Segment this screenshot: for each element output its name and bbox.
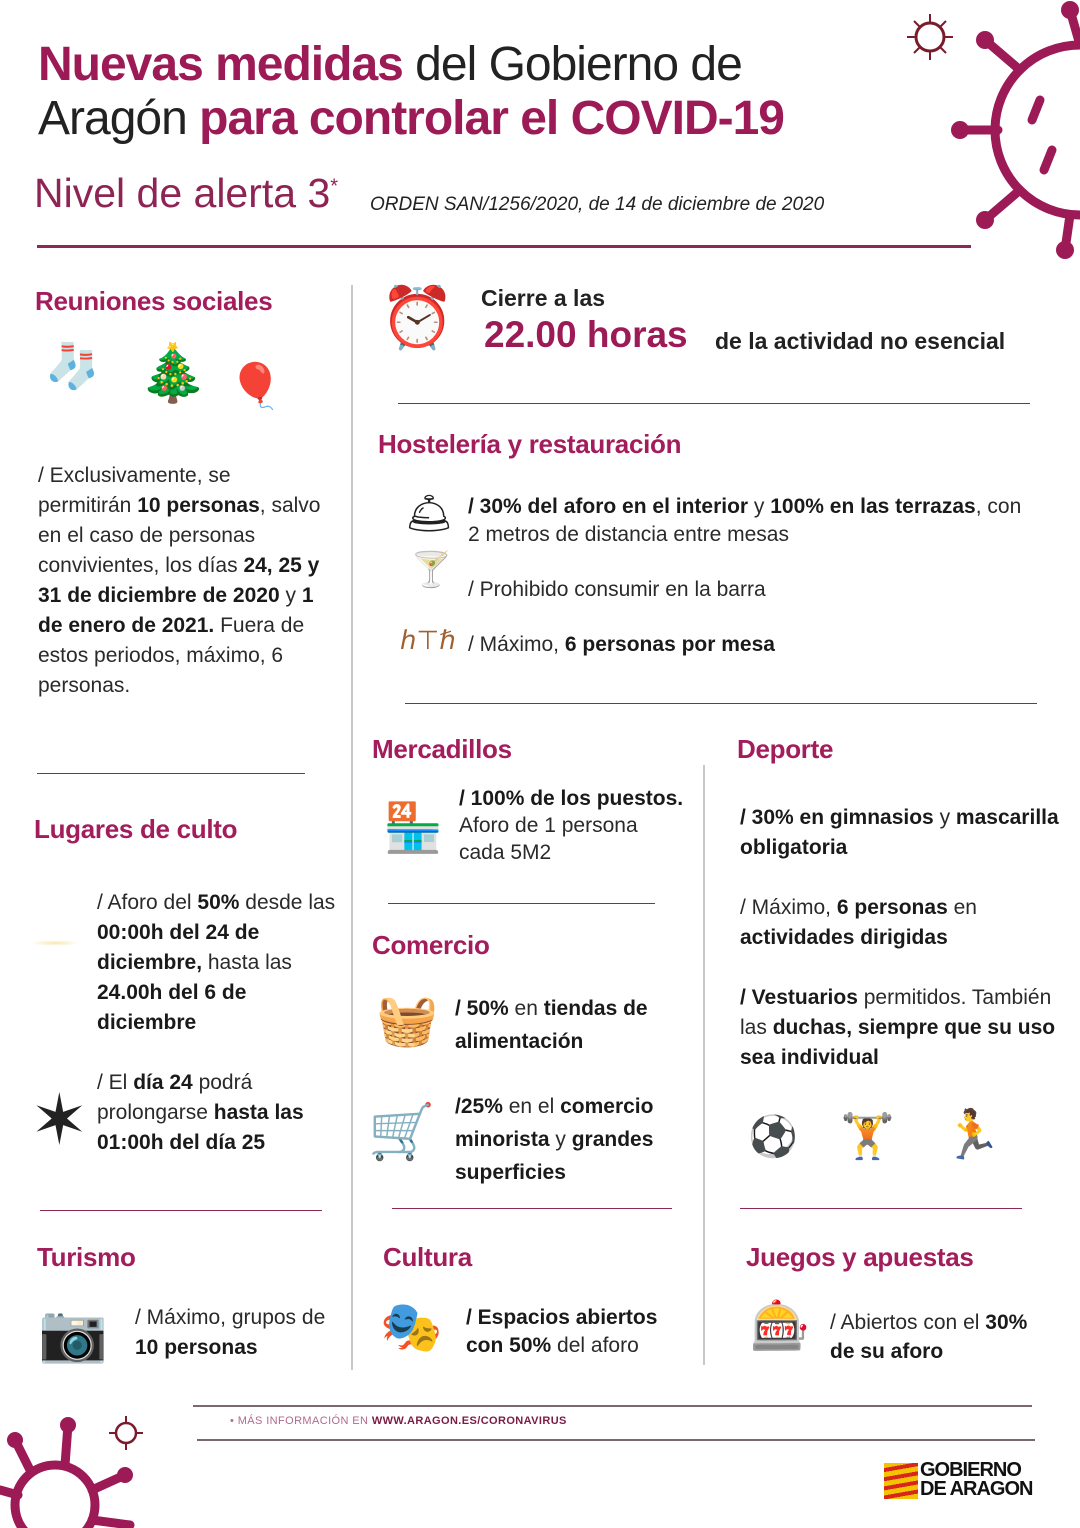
- cloche-icon: 🛎: [405, 493, 454, 535]
- text-segment: en el: [502, 1095, 561, 1118]
- title-line-1: [38, 38, 784, 92]
- text-segment: y: [549, 1128, 572, 1151]
- text-segment: y: [748, 495, 771, 518]
- divider: [388, 903, 655, 904]
- title-line-2: [38, 92, 784, 146]
- bold-text: actividades dirigidas: [740, 926, 948, 949]
- order-reference: ORDEN SAN/1256/2020, de 14 de diciembre de 2020: [370, 194, 825, 215]
- turismo-text: [135, 1303, 335, 1363]
- hosteleria-item: [468, 493, 1028, 549]
- divider: [392, 1208, 672, 1209]
- grocery-basket-icon: 🧺: [376, 992, 439, 1048]
- alert-asterisk: *: [330, 175, 339, 198]
- text-segment: / Aforo del: [97, 891, 198, 914]
- text-segment: Aforo de 1 persona cada 5M2: [459, 814, 638, 864]
- text-segment: / El: [97, 1071, 134, 1094]
- bold-text: 10 personas: [137, 494, 260, 517]
- bold-text: duchas, siempre que su uso sea individual: [740, 1016, 1056, 1069]
- deporte-item-2: [740, 893, 1060, 953]
- culto-item-2: [97, 1068, 342, 1158]
- cierre-time: 22.00 horas: [484, 314, 688, 355]
- gobierno-aragon-logo: [920, 1461, 1032, 1499]
- text-segment: / Máximo,: [740, 896, 837, 919]
- column-divider: [703, 765, 705, 1365]
- virus-decoration-icon: [940, 0, 1080, 260]
- text-segment: y: [933, 806, 956, 829]
- bold-text: / Vestuarios: [740, 986, 858, 1009]
- text-segment: / Prohibido consumir en la barra: [468, 578, 766, 601]
- stocking-icon: 🧦: [45, 342, 100, 391]
- market-stall-icon: 🏪: [383, 802, 443, 855]
- text-segment: , con 2 metros de distancia entre mesas: [468, 495, 1022, 546]
- divider: [40, 1210, 322, 1211]
- hosteleria-item: [468, 630, 1028, 660]
- section-title-mercadillos: Mercadillos: [372, 734, 512, 764]
- divider: [37, 773, 305, 774]
- alert-level-text: Nivel de alerta 3: [34, 170, 331, 216]
- text-segment: en: [508, 997, 544, 1020]
- more-info-prefix: MÁS INFORMACIÓN EN: [237, 1415, 372, 1427]
- bold-text: para controlar el COVID-19: [199, 92, 784, 145]
- logo-line-1: GOBIERNO: [920, 1459, 1021, 1481]
- hosteleria-item: [468, 575, 1028, 605]
- cultura-text: [466, 1304, 696, 1360]
- section-title-culto: Lugares de culto: [34, 814, 238, 844]
- text-segment: / Máximo, grupos de: [135, 1306, 326, 1329]
- text-segment: en: [947, 896, 977, 919]
- text-segment: y: [279, 584, 302, 607]
- more-info-link[interactable]: WWW.ARAGON.ES/CORONAVIRUS: [371, 1415, 567, 1427]
- cierre-rest: de la actividad no esencial: [715, 328, 1006, 354]
- section-title-comercio: Comercio: [372, 930, 490, 960]
- bold-text: / Espacios abiertos con 50%: [466, 1306, 658, 1357]
- glow-icon: [30, 940, 80, 946]
- bold-text: día 24: [133, 1071, 193, 1094]
- bold-text: 50%: [197, 891, 240, 914]
- divider: [193, 1405, 1032, 1407]
- bold-text: /25%: [455, 1095, 503, 1118]
- bold-text: 24, 25 y 31 de diciembre de 2020: [38, 554, 320, 607]
- table-chairs-icon: ℎ⊤ℏ: [400, 625, 456, 655]
- bold-text: 100% en las terrazas: [770, 495, 976, 518]
- bold-text: 24.00h del 6 de diciembre: [97, 981, 247, 1034]
- text-segment: desde las: [239, 891, 336, 914]
- soccer-ball-icon: ⚽: [748, 1115, 798, 1159]
- text-segment: del Gobierno de: [402, 38, 742, 91]
- divider: [740, 1208, 1022, 1209]
- runner-icon: 🏃: [942, 1109, 1002, 1162]
- aragon-flag-icon: [884, 1463, 918, 1499]
- bold-text: / 30% del aforo en el interior: [468, 495, 749, 518]
- mercadillos-text: [459, 785, 684, 866]
- alarm-clock-icon: ⏰: [380, 284, 455, 351]
- bold-text: 6 personas: [836, 896, 948, 919]
- bold-text: grandes superficies: [455, 1128, 654, 1184]
- text-segment: del aforo: [551, 1334, 639, 1357]
- section-title-turismo: Turismo: [37, 1242, 136, 1272]
- camera-icon: 📷: [38, 1301, 108, 1364]
- cocktail-icon: 🍸: [410, 551, 453, 589]
- section-title-reuniones: Reuniones sociales: [35, 286, 273, 316]
- theater-masks-icon: 🎭: [380, 1299, 443, 1355]
- bold-text: mascarilla obligatoria: [740, 806, 1059, 859]
- weightlifter-icon: 🏋: [840, 1112, 895, 1161]
- reuniones-text: [38, 461, 323, 701]
- comercio-item-2: [455, 1090, 695, 1189]
- bold-text: 1 de enero de 2021.: [38, 584, 314, 637]
- bold-text: Nuevas medidas: [38, 38, 403, 91]
- page-title: [38, 38, 784, 146]
- text-segment: / Abiertos con el: [830, 1311, 986, 1334]
- deporte-item-1: [740, 803, 1060, 863]
- text-segment: Fuera de estos periodos, máximo, 6 personas.: [38, 614, 305, 697]
- divider: [37, 245, 971, 248]
- more-info: • MÁS INFORMACIÓN EN WWW.ARAGON.ES/CORONAVIRUS: [230, 1415, 567, 1427]
- bold-text: hasta las 01:00h del día 25: [97, 1101, 304, 1154]
- juegos-text: [830, 1308, 1050, 1366]
- bold-text: comercio minorista: [455, 1095, 654, 1151]
- christmas-tree-icon: 🎄: [138, 341, 208, 404]
- text-segment: Aragón: [38, 92, 200, 145]
- bold-text: 10 personas: [135, 1336, 258, 1359]
- small-virus-icon: [108, 1415, 144, 1451]
- bold-text: / 50%: [455, 997, 509, 1020]
- poker-chips-icon: 🎰: [750, 1300, 810, 1353]
- small-virus-icon: [905, 12, 955, 62]
- column-divider: [351, 285, 353, 1370]
- deporte-item-3: [740, 983, 1060, 1073]
- text-segment: / Exclusivamente, se permitirán: [38, 464, 231, 517]
- divider: [398, 403, 1030, 404]
- bold-text: 30% de su aforo: [830, 1311, 1028, 1363]
- section-title-hosteleria: Hostelería y restauración: [378, 429, 682, 459]
- section-title-cultura: Cultura: [383, 1242, 472, 1272]
- comercio-item-1: [455, 992, 695, 1058]
- bold-text: tiendas de alimentación: [455, 997, 648, 1053]
- text-segment: permitidos. También las: [740, 986, 1052, 1039]
- section-title-deporte: Deporte: [737, 734, 834, 764]
- text-segment: podrá prolongarse: [97, 1071, 253, 1124]
- culto-item-1: [97, 888, 342, 1038]
- text-segment: / Máximo,: [468, 633, 565, 656]
- cierre-line1: Cierre a las: [481, 285, 606, 311]
- shopping-cart-icon: 🛒: [368, 1102, 436, 1162]
- bold-text: / 100% de los puestos.: [459, 787, 684, 810]
- star-icon: ✶: [30, 1081, 89, 1159]
- divider: [197, 1439, 1035, 1441]
- section-title-juegos: Juegos y apuestas: [746, 1242, 974, 1272]
- bold-text: 00:00h del 24 de diciembre,: [97, 921, 260, 974]
- text-segment: hasta las: [202, 951, 292, 974]
- text-segment: , salvo en el caso de personas convivientes, los días: [38, 494, 321, 577]
- divider: [405, 703, 1037, 704]
- logo-line-2: DE ARAGON: [920, 1478, 1033, 1500]
- bold-text: 6 personas por mesa: [564, 633, 775, 656]
- alert-level: [34, 170, 338, 217]
- ornament-icon: 🎈: [228, 362, 283, 411]
- bold-text: / 30% en gimnasios: [740, 806, 934, 829]
